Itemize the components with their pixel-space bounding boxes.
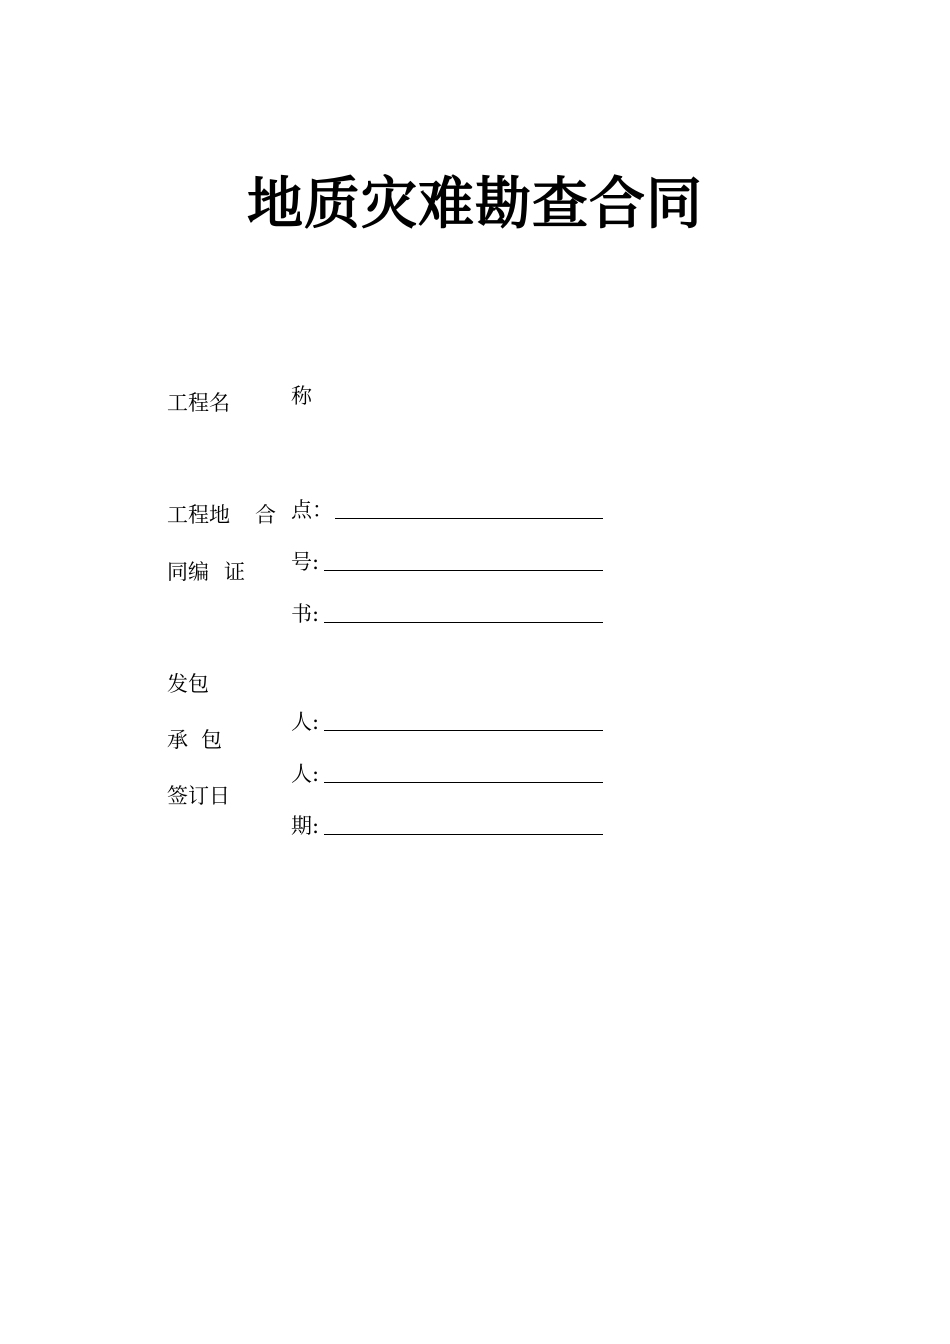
contract-number-suffix: 号: bbox=[291, 550, 320, 574]
issuer-person-suffix: 人: bbox=[291, 710, 320, 734]
issuer-label: 发包 bbox=[167, 672, 209, 696]
certificate-underline bbox=[324, 622, 603, 623]
project-site-underline bbox=[335, 518, 603, 519]
certificate-suffix: 书: bbox=[291, 602, 320, 626]
contractor-person-suffix: 人: bbox=[291, 762, 320, 786]
sign-date-label: 签订日 bbox=[167, 784, 230, 808]
project-name-label: 工程名 bbox=[167, 391, 230, 415]
contract-he-label: 合 bbox=[255, 503, 276, 527]
contractor-label-b: 包 bbox=[201, 728, 222, 752]
project-site-suffix: 点： bbox=[291, 498, 333, 522]
contractor-person-underline bbox=[324, 782, 603, 783]
contract-number-underline bbox=[324, 570, 603, 571]
project-name-suffix: 称 bbox=[291, 384, 312, 408]
page-title: 地质灾难勘查合同 bbox=[247, 171, 703, 237]
contract-number-label: 同编 bbox=[167, 560, 209, 584]
project-site-label: 工程地 bbox=[167, 503, 230, 527]
sign-date-suffix: 期: bbox=[291, 814, 320, 838]
sign-date-underline bbox=[324, 834, 603, 835]
contractor-label-a: 承 bbox=[167, 728, 188, 752]
certificate-label: 证 bbox=[224, 560, 245, 584]
issuer-person-underline bbox=[324, 730, 603, 731]
